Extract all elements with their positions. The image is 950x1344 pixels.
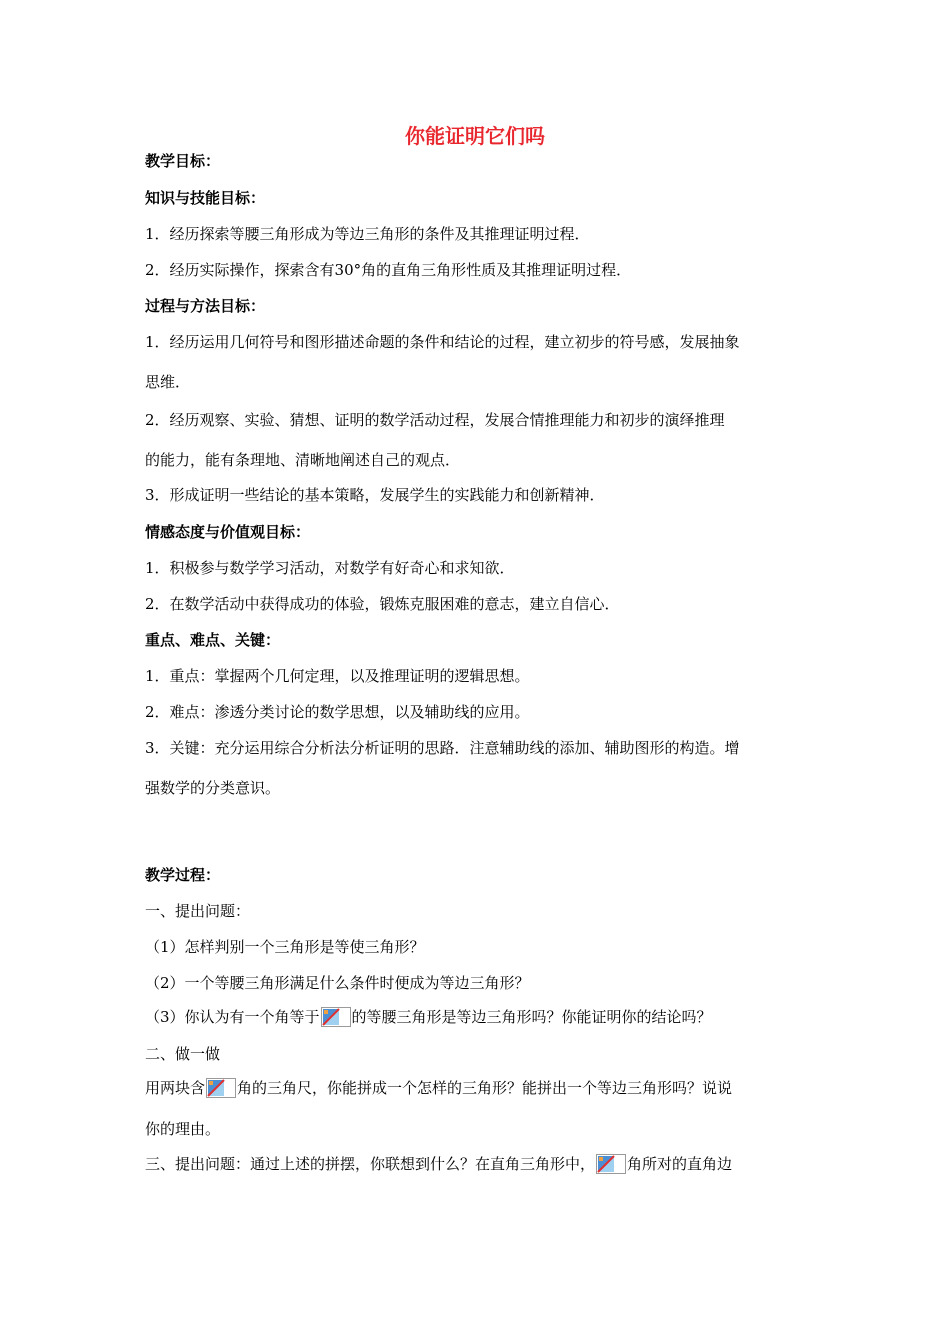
emotion-item-2: 2．在数学活动中获得成功的体验，锻炼克服困难的意志，建立自信心．: [145, 595, 620, 613]
process-item-2a: 2．经历观察、实验、猜想、证明的数学活动过程，发展合情推理能力和初步的演绎推理: [145, 411, 725, 429]
section-1-heading: 一、提出问题：: [145, 902, 251, 920]
activity-line-1-post: 角的三角尺，你能拼成一个怎样的三角形？能拼出一个等边三角形吗？说说: [237, 1079, 733, 1097]
activity-line-1: [145, 1077, 815, 1099]
broken-image-icon: [596, 1154, 626, 1174]
question-2: （2）一个等腰三角形满足什么条件时便成为等边三角形？: [145, 974, 530, 992]
knowledge-heading: 知识与技能目标：: [145, 189, 266, 207]
process-heading: 过程与方法目标：: [145, 297, 266, 315]
emotion-item-1: 1．积极参与数学学习活动，对数学有好奇心和求知欲．: [145, 559, 515, 577]
teaching-process-heading: 教学过程：: [145, 866, 221, 884]
section-3-post: 角所对的直角边: [627, 1155, 733, 1173]
key-item-2: 2．难点：渗透分类讨论的数学思想，以及辅助线的应用。: [145, 703, 530, 721]
knowledge-item-1: 1．经历探索等腰三角形成为等边三角形的条件及其推理证明过程．: [145, 225, 590, 243]
question-1: （1）怎样判别一个三角形是等使三角形？: [145, 938, 425, 956]
knowledge-item-2: 2．经历实际操作，探索含有30°角的直角三角形性质及其推理证明过程．: [145, 261, 632, 279]
question-3: [145, 1006, 815, 1028]
process-item-3: 3．形成证明一些结论的基本策略，发展学生的实践能力和创新精神．: [145, 486, 605, 504]
emotion-heading: 情感态度与价值观目标：: [145, 523, 311, 541]
activity-line-1-pre: 用两块含: [145, 1079, 206, 1097]
key-item-1: 1．重点：掌握两个几何定理，以及推理证明的逻辑思想。: [145, 667, 530, 685]
process-item-2b: 的能力，能有条理地、清晰地阐述自己的观点．: [145, 451, 461, 469]
key-item-3a: 3．关键：充分运用综合分析法分析证明的思路．注意辅助线的添加、辅助图形的构造。增: [145, 739, 740, 757]
section-3-pre: 三、提出问题：通过上述的拼摆，你联想到什么？在直角三角形中，: [145, 1155, 596, 1173]
key-item-3b: 强数学的分类意识。: [145, 779, 281, 797]
section-3-line: [145, 1153, 815, 1175]
activity-line-2: 你的理由。: [145, 1120, 221, 1138]
broken-image-icon: [321, 1007, 351, 1027]
document-title: 你能证明它们吗: [405, 124, 545, 148]
process-item-1b: 思维．: [145, 373, 191, 391]
question-3-pre: （3）你认为有一个角等于: [145, 1008, 320, 1026]
broken-image-icon: [206, 1078, 236, 1098]
section-2-heading: 二、做一做: [145, 1045, 221, 1063]
goals-heading: 教学目标：: [145, 152, 221, 170]
question-3-post: 的等腰三角形是等边三角形吗？你能证明你的结论吗？: [351, 1008, 712, 1026]
process-item-1a: 1．经历运用几何符号和图形描述命题的条件和结论的过程，建立初步的符号感，发展抽象: [145, 333, 740, 351]
key-heading: 重点、难点、关键：: [145, 631, 281, 649]
